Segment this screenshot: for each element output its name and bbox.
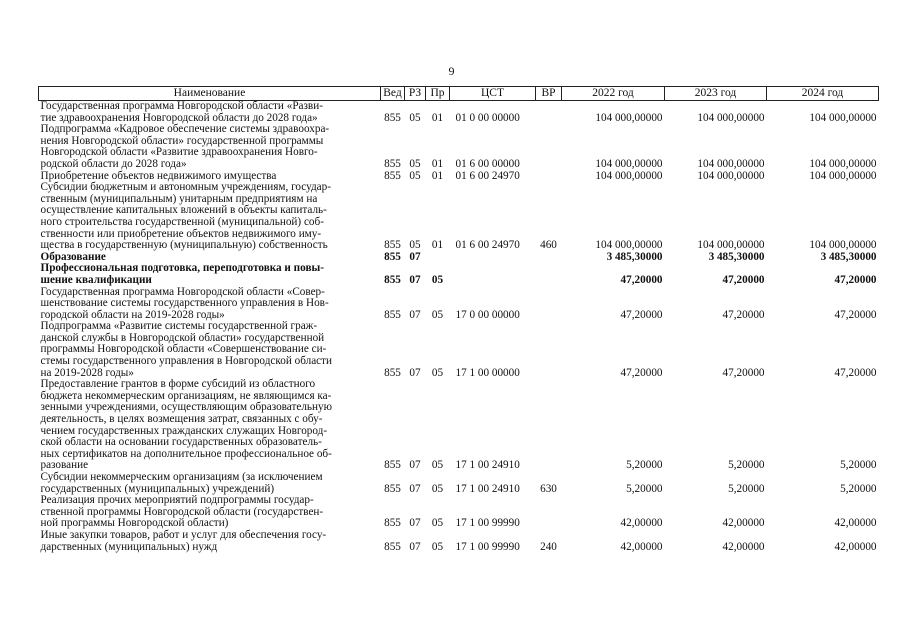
row-2023: 3 485,30000 xyxy=(708,250,765,263)
row-name xyxy=(39,379,381,472)
row-name-text: Предоставление грантов в форме субсидий из областного бюджета некоммерческим организациям, не являющимся ка- зенными учреждениями, осуществляющим образовательную деятельность, в целях возмещения затрат, связанных с обу- чением государственных гражданских служащих Новгород- ской области на основании государственных образователь- ных сертификатов на дополнительное профессиональное об- разование xyxy=(40,378,332,472)
row-vr xyxy=(536,171,562,183)
row-2024: 47,20000 xyxy=(834,366,877,379)
row-ved: 855 xyxy=(384,366,401,379)
row-2022: 104 000,00000 xyxy=(595,239,663,252)
table-header xyxy=(39,87,879,101)
row-2023: 104 000,00000 xyxy=(697,169,765,182)
row-cst: 01 6 00 24970 xyxy=(455,239,520,252)
budget-table xyxy=(38,86,879,553)
table-row xyxy=(39,321,879,379)
header-cst: ЦСТ xyxy=(450,87,536,101)
table-row xyxy=(39,287,879,322)
header-ved: Вед xyxy=(381,87,405,101)
row-2024: 42,00000 xyxy=(834,517,877,530)
row-cst: 17 1 00 99990 xyxy=(455,517,520,530)
row-vr xyxy=(536,124,562,170)
row-ved: 855 xyxy=(384,517,401,530)
row-cst xyxy=(450,252,536,264)
row-name-text: Субсидии бюджетным и автономным учреждениям, государ- ственным (муниципальным) унитарным предприятиям на осуществление капитальных вложений в объекты капиталь- ного строительства государственной (муниципальной) соб- ственности или приобретение объектов недвижимого иму- щества в государственную (муниципальную) собственность xyxy=(40,181,331,252)
row-2023: 42,00000 xyxy=(722,540,765,553)
row-vr xyxy=(536,252,562,264)
row-vr xyxy=(536,263,562,286)
table-row xyxy=(39,495,879,530)
row-2023: 104 000,00000 xyxy=(697,111,765,124)
header-name: Наименование xyxy=(39,87,381,101)
row-ved: 855 xyxy=(384,250,401,263)
header-2023: 2023 год xyxy=(665,87,767,101)
header-pr: Пр xyxy=(426,87,450,101)
row-2022: 3 485,30000 xyxy=(606,250,663,263)
row-ved: 855 xyxy=(384,459,401,472)
row-2022: 104 000,00000 xyxy=(595,157,663,170)
row-2024: 42,00000 xyxy=(834,540,877,553)
row-name xyxy=(39,124,381,170)
row-cst: 17 1 00 99990 xyxy=(455,540,520,553)
row-name xyxy=(39,287,381,322)
row-name-text: Приобретение объектов недвижимого имущества xyxy=(40,169,277,182)
row-ved: 855 xyxy=(384,169,401,182)
row-pr: 01 xyxy=(431,169,444,182)
table-row xyxy=(39,530,879,553)
row-2024: 3 485,30000 xyxy=(820,250,877,263)
row-name-text: Иные закупки товаров, работ и услуг для обеспечения госу- дарственных (муниципальных) нужд xyxy=(40,528,327,553)
row-pr: 01 xyxy=(431,111,444,124)
table-row xyxy=(39,124,879,170)
row-pr: 05 xyxy=(431,308,444,321)
row-rz: 05 xyxy=(409,169,421,182)
table-row xyxy=(39,101,879,125)
table-row xyxy=(39,472,879,495)
row-2022: 104 000,00000 xyxy=(595,111,663,124)
table-row xyxy=(39,263,879,286)
row-name-text: Профессиональная подготовка, переподготовка и повы- шение квалификации xyxy=(40,262,324,286)
row-2023: 47,20000 xyxy=(722,273,765,286)
row-pr xyxy=(426,252,450,264)
row-name-text: Субсидии некоммерческим организациям (за исключением государственных (муниципальных) учреждений) xyxy=(40,471,323,495)
row-cst: 01 6 00 00000 xyxy=(455,157,520,170)
row-cst: 17 1 00 24910 xyxy=(455,482,520,495)
row-2024: 104 000,00000 xyxy=(809,169,877,182)
row-rz: 07 xyxy=(409,517,421,530)
row-vr xyxy=(536,495,562,530)
row-ved: 855 xyxy=(384,239,401,252)
row-2024: 5,20000 xyxy=(840,482,877,495)
row-2022: 104 000,00000 xyxy=(595,169,663,182)
row-vr: 460 xyxy=(540,239,557,252)
row-pr: 05 xyxy=(431,540,444,553)
row-2022: 47,20000 xyxy=(620,366,663,379)
row-vr xyxy=(536,379,562,472)
row-vr: 630 xyxy=(540,482,557,495)
row-cst: 17 1 00 24910 xyxy=(455,459,520,472)
row-name-text: Государственная программа Новгородской области «Совер- шенствование системы государственного управления в Нов- городской области на 2019-2028 годы» xyxy=(40,285,329,321)
row-rz: 05 xyxy=(409,157,421,170)
row-name xyxy=(39,182,381,252)
row-ved: 855 xyxy=(384,273,401,286)
row-name xyxy=(39,101,381,125)
row-vr xyxy=(536,321,562,379)
row-vr xyxy=(536,101,562,125)
row-ved: 855 xyxy=(384,308,401,321)
row-2022: 42,00000 xyxy=(620,517,663,530)
row-name xyxy=(39,263,381,286)
header-rz: РЗ xyxy=(405,87,426,101)
row-ved: 855 xyxy=(384,540,401,553)
row-ved: 855 xyxy=(384,157,401,170)
row-2023: 5,20000 xyxy=(728,482,765,495)
row-rz: 07 xyxy=(409,308,421,321)
header-vr: ВР xyxy=(536,87,562,101)
table-row xyxy=(39,182,879,252)
row-2024: 104 000,00000 xyxy=(809,111,877,124)
row-rz: 07 xyxy=(409,366,421,379)
row-pr: 01 xyxy=(431,239,444,252)
row-name xyxy=(39,472,381,495)
row-name-text: Подпрограмма «Развитие системы государственной граж- данской службы в Новгородской области» государственной программы Новгородской области «Совершенствование си- стемы государственного управления в Новгородской области на 2019-2028 годы» xyxy=(40,320,333,379)
page-number: 9 xyxy=(448,64,455,78)
row-cst: 17 1 00 00000 xyxy=(455,366,520,379)
header-2022: 2022 год xyxy=(562,87,665,101)
row-2022: 42,00000 xyxy=(620,540,663,553)
row-rz: 07 xyxy=(409,540,421,553)
row-pr: 05 xyxy=(431,459,444,472)
row-2022: 5,20000 xyxy=(626,459,663,472)
row-name-text: Подпрограмма «Кадровое обеспечение системы здравоохра- нения Новгородской области» государственной программы Новгородской области «Развитие здравоохранения Новго- родской области до 2028 года» xyxy=(40,123,330,170)
row-2024: 104 000,00000 xyxy=(809,239,877,252)
row-rz: 07 xyxy=(409,273,421,286)
row-pr: 01 xyxy=(431,157,444,170)
row-name-text: Государственная программа Новгородской области «Разви- тие здравоохранения Новгородской области до 2028 года» xyxy=(40,100,323,124)
row-2023: 5,20000 xyxy=(728,459,765,472)
row-rz: 05 xyxy=(409,111,421,124)
row-2023: 104 000,00000 xyxy=(697,239,765,252)
row-vr xyxy=(536,287,562,322)
row-rz: 07 xyxy=(409,459,421,472)
row-2023: 47,20000 xyxy=(722,308,765,321)
row-2022: 47,20000 xyxy=(620,308,663,321)
row-name-text: Образование xyxy=(40,250,106,263)
row-2022: 47,20000 xyxy=(620,273,663,286)
row-pr: 05 xyxy=(431,273,444,286)
row-pr: 05 xyxy=(431,366,444,379)
row-name xyxy=(39,321,381,379)
row-2024: 47,20000 xyxy=(834,273,877,286)
row-2022: 5,20000 xyxy=(626,482,663,495)
row-name xyxy=(39,530,381,553)
row-2024: 47,20000 xyxy=(834,308,877,321)
row-2023: 42,00000 xyxy=(722,517,765,530)
row-rz: 07 xyxy=(409,250,421,263)
row-cst: 01 0 00 00000 xyxy=(455,111,520,124)
row-rz: 05 xyxy=(409,239,421,252)
row-name-text: Реализация прочих мероприятий подпрограммы государ- ственной программы Новгородской области (государствен- ной программы Новгородской области) xyxy=(40,494,324,530)
row-name xyxy=(39,495,381,530)
row-cst xyxy=(450,263,536,286)
row-2023: 47,20000 xyxy=(722,366,765,379)
table-body xyxy=(39,101,879,554)
row-2023: 104 000,00000 xyxy=(697,157,765,170)
row-2024: 5,20000 xyxy=(840,459,877,472)
row-ved: 855 xyxy=(384,111,401,124)
row-cst: 17 0 00 00000 xyxy=(455,308,520,321)
row-cst: 01 6 00 24970 xyxy=(455,169,520,182)
row-2024: 104 000,00000 xyxy=(809,157,877,170)
row-pr: 05 xyxy=(431,517,444,530)
row-pr: 05 xyxy=(431,482,444,495)
header-2024: 2024 год xyxy=(767,87,879,101)
table-row xyxy=(39,379,879,472)
row-rz: 07 xyxy=(409,482,421,495)
row-ved: 855 xyxy=(384,482,401,495)
row-vr: 240 xyxy=(540,540,557,553)
